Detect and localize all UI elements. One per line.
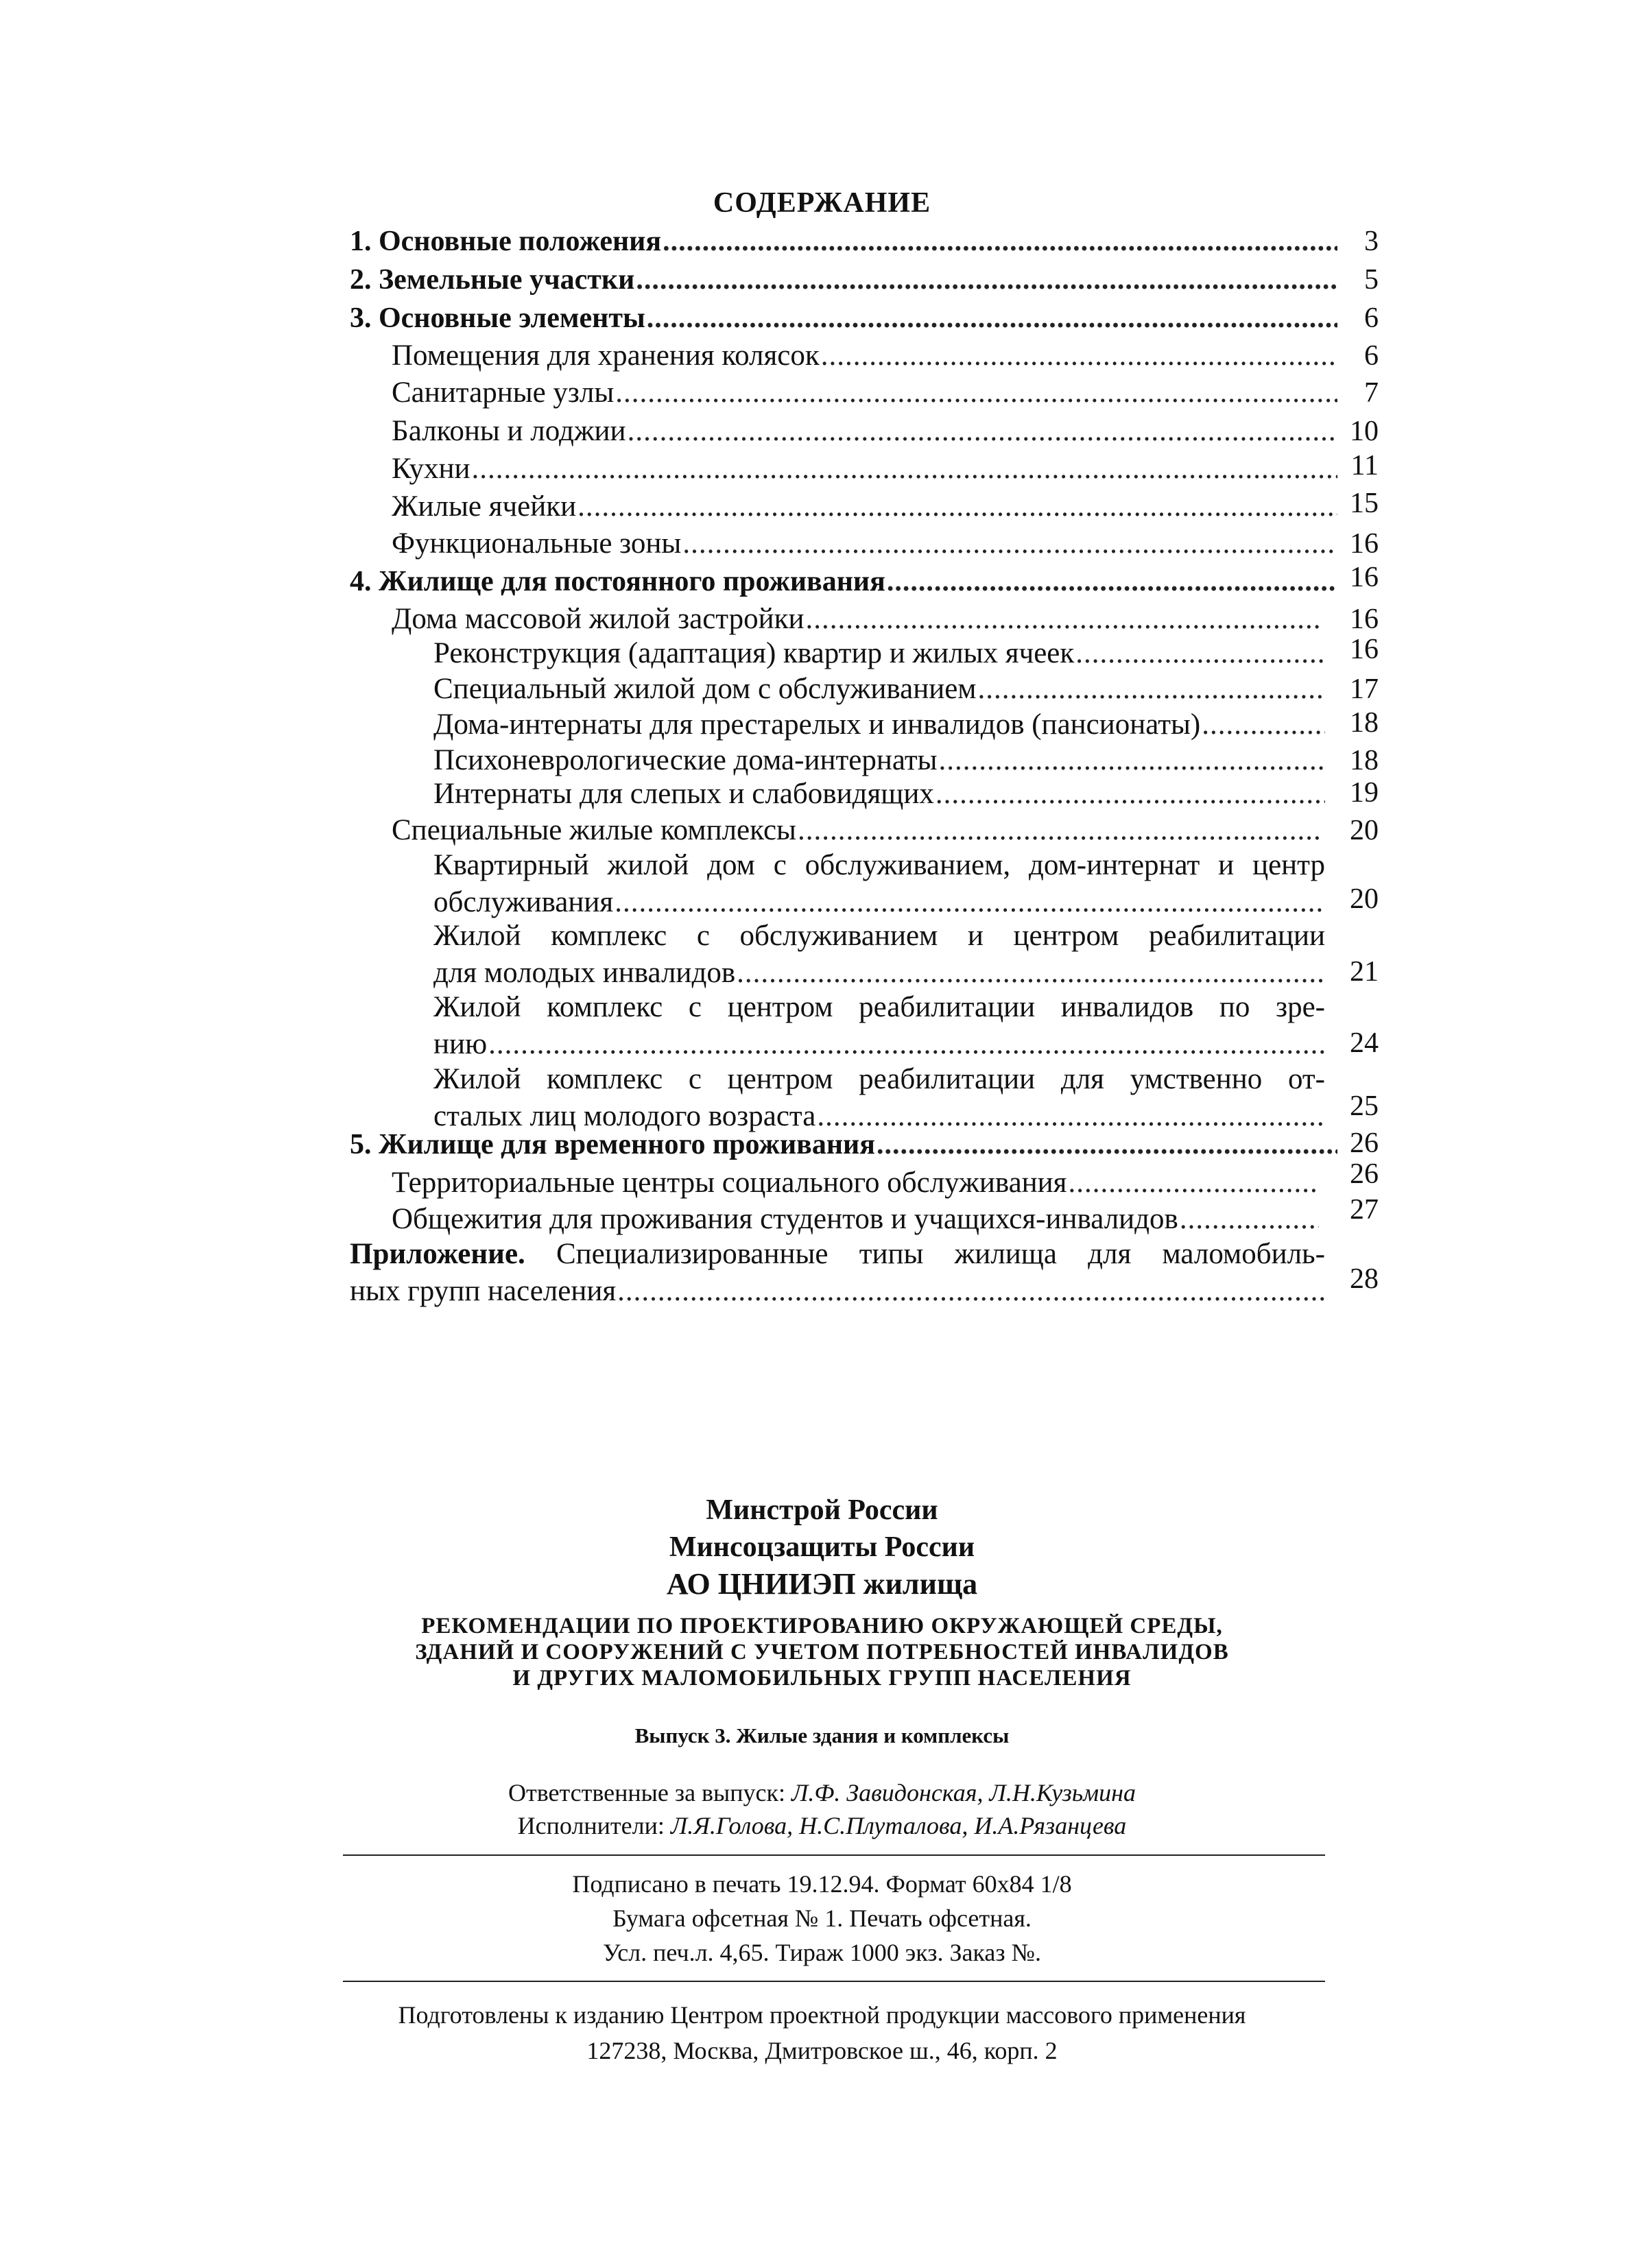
- org-institute: АО ЦНИИЭП жилища: [666, 1567, 978, 1601]
- performers-line: [0, 1809, 1644, 1842]
- toc-entry-title: Психоневрологические дома-интернаты: [433, 744, 938, 776]
- toc-entry-line1: Жилой комплекс с обслуживанием и центром реабилитации: [433, 920, 1325, 952]
- toc-page-number: 5: [1364, 264, 1379, 296]
- toc-entry-title: 4. Жилище для постоянного проживания: [350, 566, 885, 597]
- toc-page-number: 3: [1364, 226, 1379, 257]
- toc-entry[interactable]: [350, 1126, 1337, 1163]
- appendix-label: Приложение.: [350, 1238, 525, 1270]
- toc-entry-line2: для молодых инвалидов: [433, 957, 736, 989]
- toc-entry-title: Специальный жилой дом с обслуживанием: [433, 673, 977, 705]
- toc-entry[interactable]: [433, 847, 1325, 921]
- toc-entry[interactable]: [350, 300, 1337, 337]
- performers-names: Л.Я.Голова, Н.С.Плуталова, И.А.Рязанцева: [670, 1812, 1127, 1839]
- responsible-label: Ответственные за выпуск:: [508, 1779, 785, 1806]
- toc-page-number: 17: [1350, 673, 1379, 705]
- toc-entry[interactable]: [433, 635, 1325, 672]
- toc-entry-title: Реконструкция (адаптация) квартир и жилых ячеек: [433, 637, 1075, 669]
- toc-page-number: 16: [1350, 604, 1379, 635]
- toc-entry-line1: Квартирный жилой дом с обслуживанием, дом-интернат и центр: [433, 849, 1325, 881]
- toc-page-number: 20: [1350, 815, 1379, 846]
- toc-entry[interactable]: [392, 374, 1337, 411]
- org-ministry-social: Минсоцзащиты России: [669, 1531, 975, 1563]
- toc-entry-line2: сталых лиц молодого возраста: [433, 1100, 816, 1132]
- toc-entry[interactable]: [433, 706, 1325, 743]
- toc-entry[interactable]: [392, 451, 1337, 488]
- print-line2: Бумага офсетная № 1. Печать офсетная.: [612, 1905, 1032, 1932]
- credits: [0, 1776, 1644, 1842]
- publisher-info: [0, 1997, 1644, 2068]
- toc-entry[interactable]: [350, 563, 1337, 600]
- toc-entry-title: Санитарные узлы: [392, 377, 615, 409]
- toc-entry-title: 1. Основные положения: [350, 226, 662, 257]
- toc-entry-title: Интернаты для слепых и слабовидящих: [433, 778, 934, 810]
- toc-page-number: 10: [1350, 416, 1379, 447]
- toc-entry-line1: Жилой комплекс с центром реабилитации инвалидов по зре-: [433, 991, 1325, 1023]
- toc-page-number: 19: [1350, 777, 1379, 809]
- toc-entry-title: Помещения для хранения колясок: [392, 339, 820, 372]
- responsible-line: [0, 1776, 1644, 1809]
- toc-entry-line2: обслуживания: [433, 886, 614, 918]
- toc-entry-title: Балконы и лоджии: [392, 415, 626, 447]
- print-line1: Подписано в печать 19.12.94. Формат 60х84 1/8: [572, 1870, 1072, 1898]
- org-ministry-construction: Минстрой России: [706, 1494, 938, 1526]
- toc-entry-line2: нию: [433, 1028, 488, 1060]
- toc-entry[interactable]: [433, 1061, 1325, 1135]
- toc-entry[interactable]: [433, 918, 1325, 992]
- toc-page-number: 6: [1364, 340, 1379, 372]
- toc-entry[interactable]: [433, 989, 1325, 1063]
- toc-page-number: 16: [1350, 634, 1379, 665]
- toc-entry-title: Специальные жилые комплексы: [392, 814, 796, 846]
- toc-page-number: 7: [1364, 377, 1379, 409]
- recommendations-line1: РЕКОМЕНДАЦИИ ПО ПРОЕКТИРОВАНИЮ ОКРУЖАЮЩЕЙ СРЕДЫ,: [421, 1614, 1223, 1638]
- toc-entry[interactable]: [350, 223, 1320, 260]
- recommendations-title: [0, 1613, 1644, 1691]
- toc-entry[interactable]: [392, 413, 1337, 450]
- toc-entry[interactable]: [392, 601, 1319, 638]
- toc-entry-title: Функциональные зоны: [392, 527, 682, 560]
- toc-page-number: 26: [1350, 1127, 1379, 1159]
- toc-page-number: 16: [1350, 528, 1379, 560]
- toc-page-number: 28: [1350, 1263, 1379, 1295]
- print-line3: Усл. печ.л. 4,65. Тираж 1000 экз. Заказ №.: [603, 1939, 1041, 1966]
- toc-page-number: 25: [1350, 1090, 1379, 1122]
- toc-entry-appendix[interactable]: [350, 1236, 1325, 1310]
- toc-entry-title: 3. Основные элементы: [350, 302, 645, 334]
- toc-entry-title: Кухни: [392, 453, 470, 485]
- toc-title: СОДЕРЖАНИЕ: [713, 187, 931, 219]
- toc-entry[interactable]: [392, 337, 1337, 374]
- toc-entry-line1: Жилой комплекс с центром реабилитации для умственно от-: [433, 1063, 1325, 1095]
- toc-page-number: 27: [1350, 1194, 1379, 1226]
- toc-entry-title: Жилые ячейки: [392, 490, 577, 523]
- toc-page-number: 21: [1350, 956, 1379, 988]
- toc-entry-title: Общежития для проживания студентов и учащихся-инвалидов: [392, 1203, 1178, 1235]
- toc-entry-line1: Специализированные типы жилища для маломобиль-: [556, 1238, 1325, 1270]
- publisher-line2: 127238, Москва, Дмитровское ш., 46, корп. 2: [586, 2037, 1058, 2064]
- imprint-organizations: [0, 1492, 1644, 1603]
- toc-page-number: 11: [1350, 450, 1379, 481]
- toc-page-number: 6: [1364, 302, 1379, 334]
- recommendations-line2: ЗДАНИЙ И СООРУЖЕНИЙ С УЧЕТОМ ПОТРЕБНОСТЕЙ ИНВАЛИДОВ: [415, 1640, 1229, 1664]
- toc-page-number: 18: [1350, 745, 1379, 776]
- divider-bottom: [343, 1981, 1325, 1982]
- toc-entry[interactable]: [392, 1165, 1319, 1202]
- toc-entry[interactable]: [392, 1201, 1319, 1238]
- toc-entry-title: 5. Жилище для временного проживания: [350, 1129, 875, 1160]
- toc-entry[interactable]: [392, 812, 1319, 849]
- toc-entry[interactable]: [433, 776, 1325, 813]
- performers-label: Исполнители:: [517, 1812, 665, 1839]
- toc-page-number: 20: [1350, 883, 1379, 915]
- print-details: [0, 1867, 1644, 1970]
- toc-page-number: 18: [1350, 707, 1379, 739]
- toc-entry-line2: ных групп населения: [350, 1275, 617, 1307]
- toc-entry[interactable]: [392, 488, 1337, 525]
- toc-entry-title: Дома-интернаты для престарелых и инвалидов (пансионаты): [433, 708, 1201, 741]
- publisher-line1: Подготовлены к изданию Центром проектной продукции массового применения: [398, 2001, 1246, 2029]
- responsible-names: Л.Ф. Завидонская, Л.Н.Кузьмина: [791, 1779, 1136, 1806]
- toc-page-number: 15: [1350, 488, 1379, 519]
- toc-page-number: 26: [1350, 1158, 1379, 1190]
- toc-entry-title: 2. Земельные участки: [350, 264, 635, 296]
- issue-title: Выпуск 3. Жилые здания и комплексы: [634, 1723, 1010, 1747]
- toc-entry-title: Территориальные центры социального обслуживания: [392, 1167, 1067, 1199]
- toc-entry[interactable]: [433, 742, 1325, 779]
- toc-page-number: 24: [1350, 1027, 1379, 1059]
- toc-entry[interactable]: [433, 671, 1325, 708]
- recommendations-line3: И ДРУГИХ МАЛОМОБИЛЬНЫХ ГРУПП НАСЕЛЕНИЯ: [512, 1666, 1132, 1691]
- toc-entry-title: Дома массовой жилой застройки: [392, 603, 805, 635]
- toc-entry[interactable]: [350, 261, 1337, 298]
- toc-page-number: 16: [1350, 562, 1379, 593]
- toc-entry[interactable]: [392, 525, 1337, 562]
- divider-top: [343, 1854, 1325, 1856]
